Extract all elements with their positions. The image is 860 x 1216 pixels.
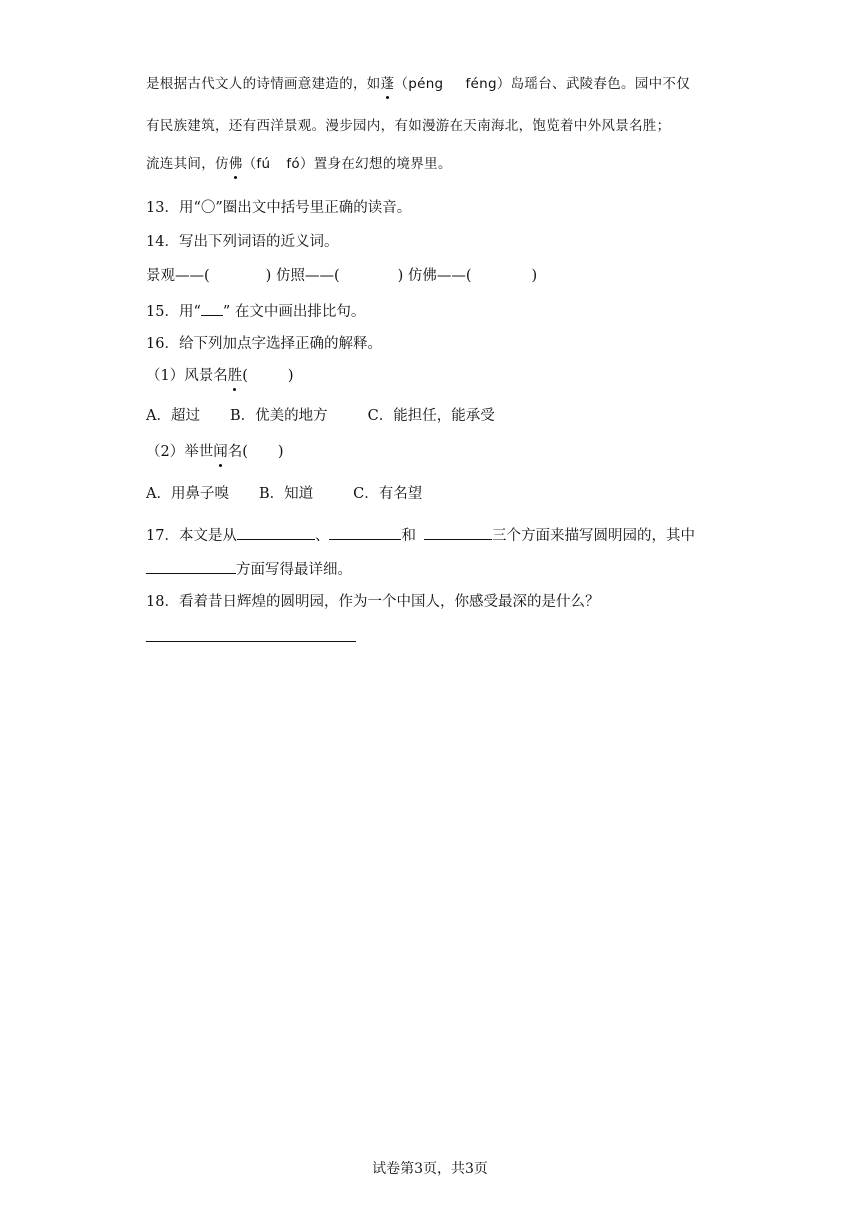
answer-line-17-4[interactable] [146,558,236,574]
question-16: 16．给下列加点字选择正确的解释。 [146,336,382,352]
answer-line-17-3[interactable] [424,524,492,540]
question-14-words: 景观——( ) 仿照——( ) 仿佛——( ) [146,268,538,284]
dotted-char-fo: 佛 [228,156,243,172]
question-16-options-2 [146,484,422,504]
question-16-options-1 [146,406,495,426]
question-16-sub-1: （1）风景名胜( ) [146,368,294,384]
dotted-char-peng: 蓬 [380,76,395,92]
question-16-sub-2: （2）举世闻名( ) [146,444,284,460]
page-footer: 试卷第3页，共3页 [372,1161,488,1177]
answer-line-17-1[interactable] [237,524,315,540]
question-13: 13．用“〇”圈出文中括号里正确的读音。 [146,200,412,216]
option-16-1-a: A．超过 [146,408,200,424]
option-16-2-c: C．有名望 [353,486,423,502]
question-18: 18．看着昔日辉煌的圆明园，作为一个中国人，你感受最深的是什么？ [146,594,600,610]
passage-line-3: 流连其间，仿佛（fú fó）置身在幻想的境界里。 [146,156,452,172]
question-15: 15．用“ ” 在文中画出排比句。 [146,300,365,322]
option-16-1-b: B．优美的地方 [229,408,328,424]
passage-line-1: 是根据古代文人的诗情画意建造的，如蓬（péng féng）岛瑶台、武陵春色。园中不仅 [146,76,691,92]
question-17-line-2: 方面写得最详细。 [146,558,352,580]
option-16-1-c: C．能担任，能承受 [367,408,495,424]
answer-line-17-2[interactable] [329,524,401,540]
dotted-char-wen: 闻 [213,444,228,460]
option-16-2-b: B．知道 [258,486,314,502]
answer-line-18[interactable] [146,641,356,642]
question-14: 14．写出下列词语的近义词。 [146,234,339,250]
passage-line-2: 有民族建筑，还有西洋景观。漫步园内，有如漫游在天南海北，饱览着中外风景名胜； [146,118,671,134]
dotted-char-sheng: 胜 [227,368,243,384]
underline-sample [201,300,223,316]
option-16-2-a: A．用鼻子嗅 [146,486,229,502]
question-17: 17．本文是从 、 和 三个方面来描写圆明园的，其中 [146,524,695,546]
